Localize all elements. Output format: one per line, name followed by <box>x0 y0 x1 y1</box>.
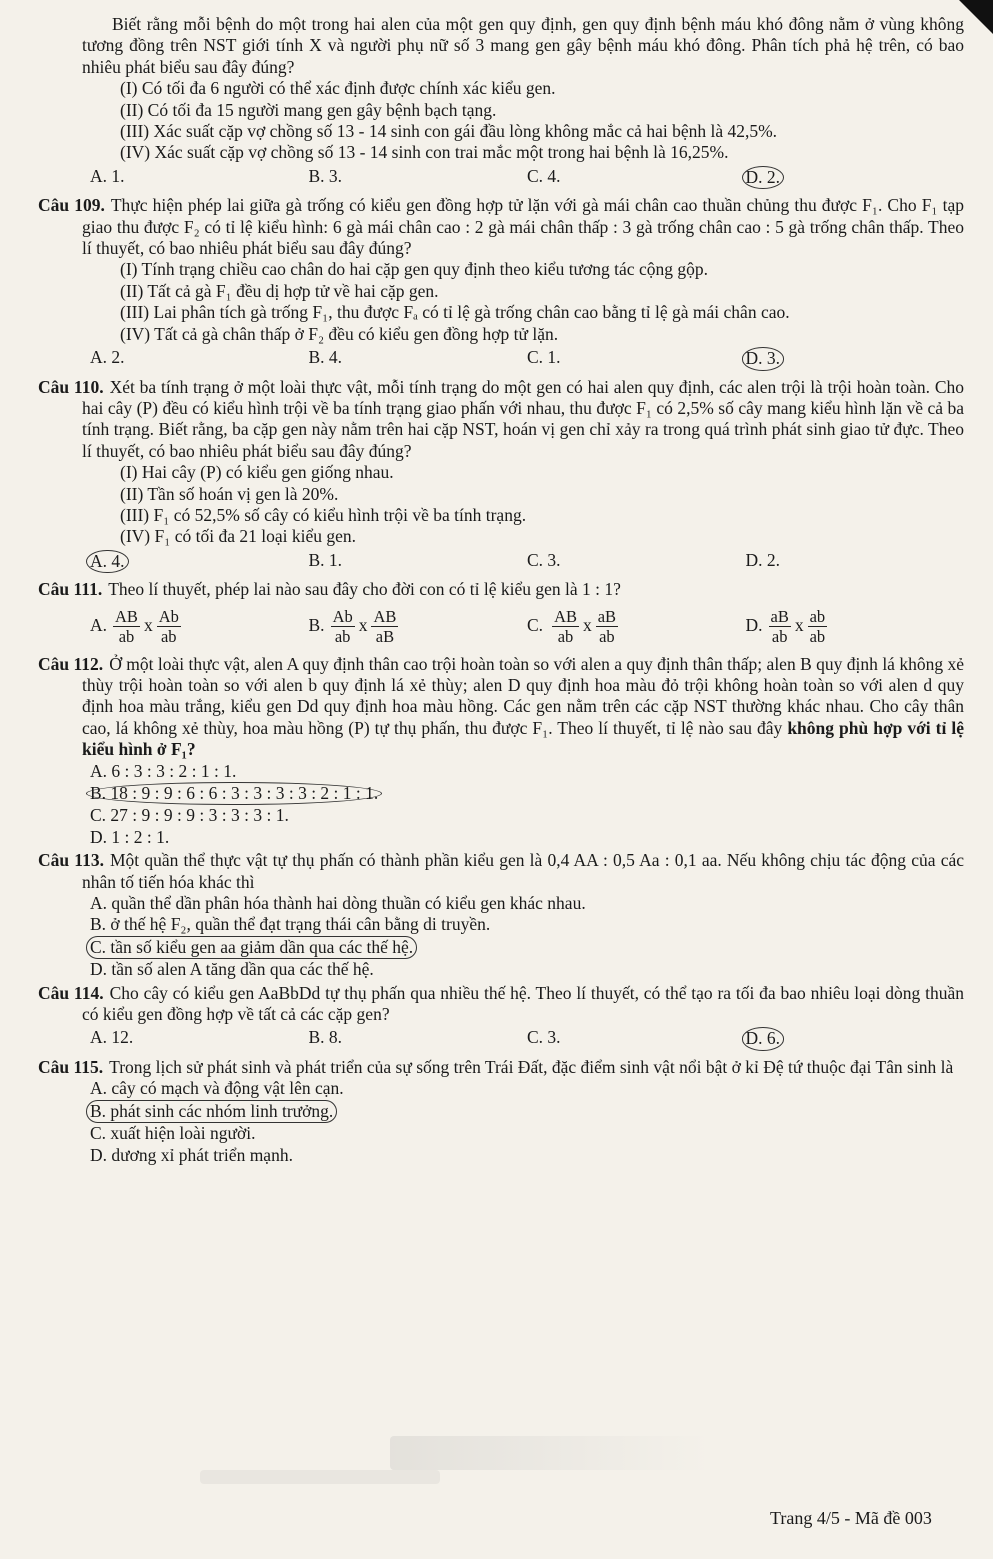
option-c[interactable]: C. 1. <box>527 347 561 368</box>
question-109 <box>38 195 964 370</box>
statement: (IV) Xác suất cặp vợ chồng số 13 - 14 sinh con trai mắc một trong hai bệnh là 16,25%. <box>120 142 729 163</box>
genotype-fraction: $\frac{aB}{ab}$ <box>597 606 617 646</box>
page-footer: Trang 4/5 - Mã đề 003 <box>770 1508 932 1528</box>
answer-options <box>90 1027 964 1050</box>
cross-symbol: x <box>358 615 368 636</box>
option-label: A. <box>90 615 108 636</box>
option-d[interactable] <box>746 607 965 646</box>
genotype-fraction: $\frac{AB}{ab}$ <box>115 606 138 646</box>
question-112 <box>38 653 965 849</box>
statement: (II) Có tối đa 15 người mang gen gây bệnh bạch tạng. <box>120 99 497 120</box>
option-b[interactable]: B. ở thế hệ F₂, quần thể đạt trạng thái cân bằng di truyền. <box>90 914 491 935</box>
statement: (III) Xác suất cặp vợ chồng số 13 - 14 sinh con gái đầu lòng không mắc cả hai bệnh là 42,5%. <box>120 121 778 142</box>
question-text: Một quần thể thực vật tự thụ phấn có thành phần kiểu gen là 0,4 AA : 0,5 Aa : 0,1 aa. Nếu không chịu tác động của các nhân tố tiến hóa khác thì <box>82 850 965 892</box>
question-number: Câu 115. <box>38 1056 104 1077</box>
option-c[interactable]: C. 3. <box>527 1027 561 1048</box>
option-d[interactable]: D. 1 : 2 : 1. <box>90 826 170 847</box>
question-110 <box>38 376 965 574</box>
genotype-fraction: $\frac{ab}{ab}$ <box>809 606 826 646</box>
option-b[interactable]: B. 4. <box>308 347 343 368</box>
option-c[interactable]: C. 4. <box>527 165 561 186</box>
option-label: D. <box>745 615 763 636</box>
statement: (III) Lai phân tích gà trống F₁, thu được Fₐ có tỉ lệ gà trống chân cao bằng tỉ lệ gà mái chân cao. <box>120 302 790 323</box>
question-number: Câu 111. <box>38 579 103 600</box>
question-text: Ở một loài thực vật, alen A quy định thân cao trội hoàn toàn so với alen a quy định thân thấp; alen B quy định lá không xẻ thùy trội hoàn toàn so với alen b quy định lá xẻ thùy; alen D quy định hoa màu đỏ trội không hoàn toàn so với alen d quy định hoa màu trắng, kiểu gen Dd quy định hoa màu hồng. Các gen nằm trên các cặp NST thường khác nhau. Cho cây thân cao, lá không xẻ thùy, hoa màu hồng (P) tự thụ phấn, thu được F₁. Theo lí thuyết, tỉ lệ nào sau đây <box>82 653 965 738</box>
option-c[interactable]: C. xuất hiện loài người. <box>90 1123 256 1144</box>
answer-options <box>90 1078 964 1166</box>
selected-answer-circle: C. tần số kiểu gen aa giảm dần qua các thế hệ. <box>86 936 417 959</box>
option-b[interactable]: B. 8. <box>308 1027 343 1048</box>
statement: (I) Có tối đa 6 người có thể xác định được chính xác kiểu gen. <box>120 78 556 99</box>
exam-content <box>38 14 965 1166</box>
selected-answer-circle: D. 2. <box>742 166 785 189</box>
genotype-fraction: $\frac{Ab}{ab}$ <box>158 606 179 646</box>
selected-answer-circle: B. 18 : 9 : 9 : 6 : 6 : 3 : 3 : 3 : 3 : 2 : 1 : 1. <box>86 782 382 805</box>
option-d[interactable] <box>746 166 965 189</box>
question-115 <box>38 1056 964 1166</box>
answer-options <box>90 550 964 573</box>
statement: (I) Hai cây (P) có kiểu gen giống nhau. <box>120 462 394 483</box>
option-d[interactable] <box>746 347 965 370</box>
question-number: Câu 110. <box>38 376 104 397</box>
question-108 <box>82 14 964 189</box>
question-113 <box>38 850 965 980</box>
option-c[interactable]: C. 3. <box>527 549 561 570</box>
statement: (II) Tần số hoán vị gen là 20%. <box>120 483 339 504</box>
statement: (IV) Tất cả gà chân thấp ở F₂ đều có kiểu gen đồng hợp tử lặn. <box>120 323 559 344</box>
option-c[interactable] <box>90 936 964 959</box>
option-a[interactable]: A. 12. <box>90 1027 134 1048</box>
question-114 <box>38 982 964 1051</box>
statement: (II) Tất cả gà F₁ đều dị hợp tử về hai cặp gen. <box>120 280 439 301</box>
answer-options <box>90 607 964 646</box>
option-c[interactable] <box>527 607 746 646</box>
option-b[interactable]: B. 3. <box>308 165 343 186</box>
selected-answer-circle: B. phát sinh các nhóm linh trưởng. <box>86 1100 337 1123</box>
option-a[interactable] <box>90 550 309 573</box>
cross-symbol: x <box>794 615 804 636</box>
option-d[interactable]: D. 2. <box>745 549 781 570</box>
option-a[interactable] <box>90 607 309 646</box>
option-label: C. <box>527 615 544 636</box>
question-number: Câu 114. <box>38 982 104 1003</box>
selected-answer-circle: D. 6. <box>742 1027 785 1050</box>
option-d[interactable] <box>746 1027 965 1050</box>
option-a[interactable]: A. quần thể dần phân hóa thành hai dòng thuần có kiểu gen khác nhau. <box>90 893 586 914</box>
selected-answer-circle: D. 3. <box>742 347 785 370</box>
statement: (I) Tính trạng chiều cao chân do hai cặp gen quy định theo kiểu tương tác cộng gộp. <box>120 259 708 280</box>
answer-options <box>90 347 964 370</box>
question-text: Cho cây có kiểu gen AaBbDd tự thụ phấn qua nhiều thế hệ. Theo lí thuyết, có thể tạo ra tối đa bao nhiêu loại dòng thuần có kiểu gen đồng hợp về tất cả các cặp gen? <box>82 982 964 1025</box>
question-text-bold: không phù hợp với tỉ lệ kiểu hình ở F₁? <box>82 717 964 760</box>
option-d[interactable]: D. tần số alen A tăng dần qua các thế hệ. <box>90 959 374 980</box>
option-b[interactable] <box>309 607 528 646</box>
option-b[interactable] <box>90 1100 531 1123</box>
option-a[interactable]: A. cây có mạch và động vật lên cạn. <box>90 1078 344 1099</box>
question-text: Xét ba tính trạng ở một loài thực vật, mỗi tính trạng do một gen có hai alen quy định, các alen trội là trội hoàn toàn. Cho hai cây (P) đều có kiểu hình trội về ba tính trạng giao phấn với nhau, thu được F₁ có 2,5% số cây mang kiểu hình lặn về cả ba tính trạng. Biết rằng, ba cặp gen này nằm trên hai cặp NST, hoán vị gen chỉ xảy ra trong quá trình phát sinh giao tử đực. Theo lí thuyết, có bao nhiêu phát biểu sau đây đúng? <box>82 376 965 461</box>
option-label: B. <box>308 615 325 636</box>
question-text: Trong lịch sử phát sinh và phát triển của sự sống trên Trái Đất, đặc điểm sinh vật nổi bật ở kỉ Đệ tứ thuộc đại Tân sinh là <box>109 1056 954 1077</box>
genotype-fraction: $\frac{aB}{ab}$ <box>770 606 789 646</box>
answer-options <box>90 761 964 849</box>
question-text: Biết rằng mỗi bệnh do một trong hai alen của một gen quy định, gen quy định bệnh máu khó đông nằm ở vùng không tương đồng trên NST giới tính X và người phụ nữ số 3 mang gen gây bệnh máu khó đông. Phân tích phả hệ trên, có bao nhiêu phát biểu sau đây đúng? <box>82 14 964 77</box>
genotype-fraction: $\frac{AB}{ab}$ <box>554 606 577 646</box>
option-b[interactable] <box>90 782 531 805</box>
option-a[interactable]: A. 6 : 3 : 3 : 2 : 1 : 1. <box>90 760 237 781</box>
page-corner-mark <box>959 0 993 34</box>
option-d[interactable]: D. dương xỉ phát triển mạnh. <box>90 1144 293 1165</box>
question-number: Câu 109. <box>38 195 105 216</box>
cross-symbol: x <box>143 615 153 636</box>
option-a[interactable]: A. 2. <box>90 347 125 368</box>
option-a[interactable]: A. 1. <box>90 165 125 186</box>
genotype-fraction: $\frac{Ab}{ab}$ <box>332 606 353 646</box>
question-111 <box>38 579 964 646</box>
genotype-fraction: $\frac{AB}{aB}$ <box>373 606 397 646</box>
cross-symbol: x <box>582 615 592 636</box>
question-number: Câu 113. <box>38 850 104 871</box>
selected-answer-circle: A. 4. <box>86 550 129 573</box>
statement: (IV) F₁ có tối đa 21 loại kiểu gen. <box>120 526 356 547</box>
question-text: Theo lí thuyết, phép lai nào sau đây cho đời con có tỉ lệ kiểu gen là 1 : 1? <box>108 579 621 600</box>
bleed-through-smudge <box>390 1436 710 1470</box>
answer-options <box>90 166 964 189</box>
option-b[interactable]: B. 1. <box>308 549 343 570</box>
bleed-through-smudge <box>200 1470 440 1484</box>
question-number: Câu 112. <box>38 653 104 674</box>
option-c[interactable]: C. 27 : 9 : 9 : 9 : 3 : 3 : 3 : 1. <box>90 805 289 826</box>
statement: (III) F₁ có 52,5% số cây có kiểu hình trội về ba tính trạng. <box>120 504 527 525</box>
question-text: Thực hiện phép lai giữa gà trống có kiểu gen đồng hợp tử lặn với gà mái chân cao thuần chủng thu được F₁. Cho F₁ tạp giao thu được F₂ có tỉ lệ kiểu hình: 6 gà mái chân cao : 2 gà mái chân thấp : 3 gà trống chân cao : 5 gà trống chân thấp. Theo lí thuyết, có bao nhiêu phát biểu sau đây đúng? <box>82 195 964 259</box>
